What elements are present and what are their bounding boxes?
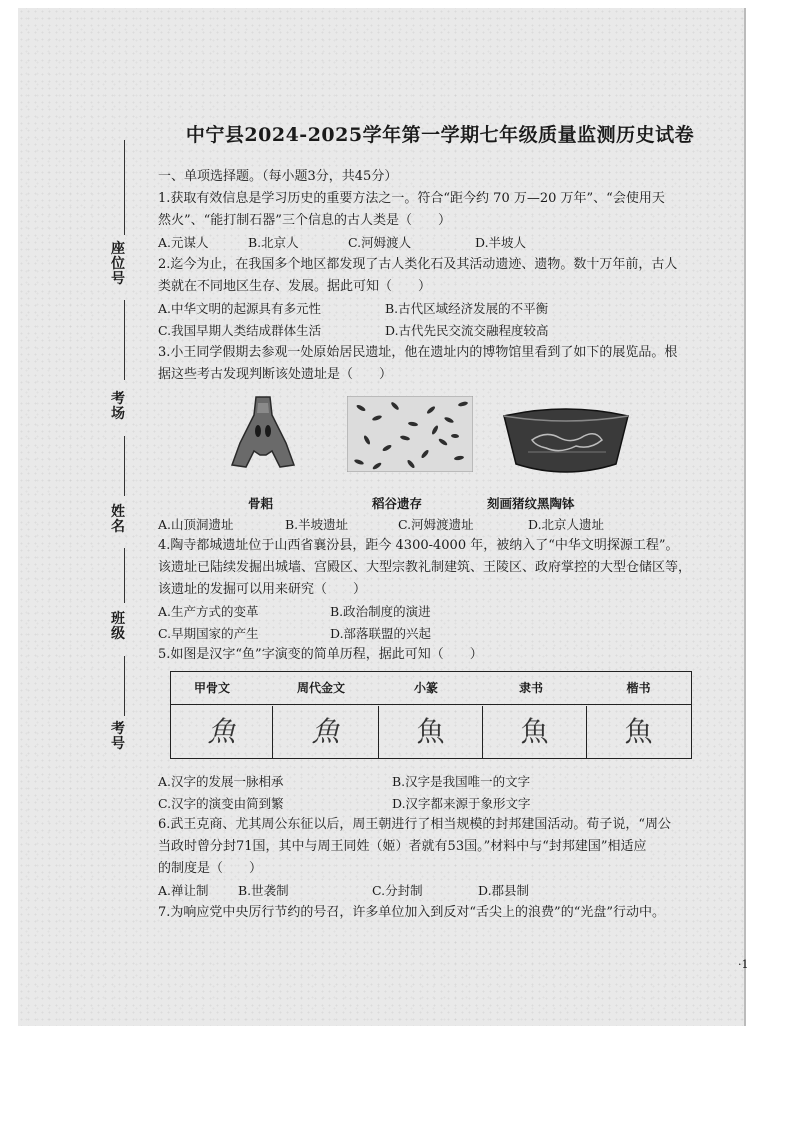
fish-glyph-clerical: 魚 (520, 715, 549, 748)
q4-option-a[interactable]: A.生产方式的变革 (158, 604, 259, 619)
binding-line (124, 140, 125, 235)
q5-option-c[interactable]: C.汉字的演变由简到繁 (158, 796, 284, 811)
rice-remains-image (347, 396, 473, 472)
q3-option-a[interactable]: A.山顶洞遗址 (158, 517, 234, 532)
q5-option-a[interactable]: A.汉字的发展一脉相承 (158, 774, 284, 789)
q1-option-d[interactable]: D.半坡人 (475, 235, 527, 250)
table-glyph-cell (379, 706, 483, 758)
q2-option-a[interactable]: A.中华文明的起源具有多元性 (158, 301, 322, 316)
section-heading: 一、单项选择题。（每小题3分，共45分） (158, 169, 398, 184)
fish-glyph-regular: 魚 (624, 715, 653, 748)
q6-line-1: 6.武王克商、尤其周公东征以后，周王朝进行了相当规模的封邦建国活动。荀子说，“周公 (158, 817, 672, 832)
q4-line-1: 4.陶寺都城遗址位于山西省襄汾县，距今 4300-4000 年，被纳入了“中华文明探源工程”。 (158, 538, 679, 553)
q4-line-3: 该遗址的发掘可以用来研究（ ） (158, 582, 367, 597)
black-pottery-bowl-image (498, 404, 634, 478)
q5-option-b[interactable]: B.汉字是我国唯一的文字 (392, 774, 531, 789)
binding-label-seat: 座位号 (111, 241, 125, 287)
table-glyph-cell (273, 706, 379, 758)
q3-option-d[interactable]: D.北京人遗址 (528, 517, 605, 532)
q4-option-c[interactable]: C.早期国家的产生 (158, 626, 259, 641)
table-header-clerical: 隶书 (518, 681, 543, 695)
q1-line-1: 1.获取有效信息是学习历史的重要方法之一。符合“距今约 70 万—20 万年”、“会使用天 (158, 191, 665, 206)
q2-option-c[interactable]: C.我国早期人类结成群体生活 (158, 323, 322, 338)
q1-option-a[interactable]: A.元谋人 (158, 235, 209, 250)
binding-line (124, 436, 125, 496)
table-glyph-cell (587, 706, 690, 758)
q2-line-2: 类就在不同地区生存、发展。据此可知（ ） (158, 279, 432, 294)
fish-glyph-bronze: 魚 (311, 715, 340, 748)
q2-line-1: 2.迄今为止，在我国多个地区都发现了古人类化石及其活动遗迹、遗物。数十万年前，古人 (158, 257, 678, 272)
q1-option-c[interactable]: C.河姆渡人 (348, 235, 412, 250)
q6-option-c[interactable]: C.分封制 (372, 883, 423, 898)
binding-line (124, 548, 125, 603)
q4-line-2: 该遗址已陆续发掘出城墙、宫殿区、大型宗教礼制建筑、王陵区、政府掌控的大型仓储区等， (158, 560, 692, 575)
table-header-bronze: 周代金文 (296, 681, 345, 695)
q4-option-d[interactable]: D.部落联盟的兴起 (330, 626, 432, 641)
binding-label-exam-number: 考号 (111, 721, 125, 752)
q7-line-1: 7.为响应党中央厉行节约的号召，许多单位加入到反对“舌尖上的浪费”的“光盘”行动中。 (158, 905, 665, 920)
artifact-caption-pottery: 刻画猪纹黑陶钵 (487, 496, 575, 511)
sheet-edge (744, 8, 746, 1026)
q6-option-b[interactable]: B.世袭制 (238, 883, 289, 898)
q4-option-b[interactable]: B.政治制度的演进 (330, 604, 431, 619)
table-glyph-cell (171, 706, 273, 758)
fish-glyph-small-seal: 魚 (416, 715, 445, 748)
binding-line (124, 656, 125, 716)
table-header-regular: 楷书 (626, 681, 651, 695)
page-number: ·1 (738, 958, 749, 971)
q5-option-d[interactable]: D.汉字都来源于象形文字 (392, 796, 531, 811)
binding-label-class: 班级 (111, 611, 125, 642)
q1-option-b[interactable]: B.北京人 (248, 235, 299, 250)
q3-line-2: 据这些考古发现判断该处遗址是（ ） (158, 367, 393, 382)
q1-line-2: 然火”、“能打制石器”三个信息的古人类是（ ） (158, 213, 451, 228)
table-header-small-seal: 小篆 (413, 681, 438, 695)
q5-line-1: 5.如图是汉字“鱼”字演变的简单历程，据此可知（ ） (158, 647, 483, 662)
binding-label-name: 姓名 (111, 504, 125, 535)
fish-glyph-oracle: 魚 (207, 715, 236, 748)
exam-title: 中宁县2024-2025学年第一学期七年级质量监测历史试卷 (185, 124, 695, 146)
q3-option-c[interactable]: C.河姆渡遗址 (398, 517, 474, 532)
artifact-caption-bone-spade: 骨耜 (248, 496, 274, 511)
bone-spade-image (228, 395, 298, 471)
q6-option-a[interactable]: A.禅让制 (158, 883, 209, 898)
q2-option-b[interactable]: B.古代区域经济发展的不平衡 (385, 301, 549, 316)
q6-line-3: 的制度是（ ） (158, 861, 263, 876)
q6-option-d[interactable]: D.郡县制 (478, 883, 530, 898)
table-header-row (171, 672, 691, 705)
q3-line-1: 3.小王同学假期去参观一处原始居民遗址，他在遗址内的博物馆里看到了如下的展览品。根 (158, 345, 678, 360)
binding-label-room: 考场 (111, 391, 125, 422)
artifact-caption-rice: 稻谷遗存 (372, 496, 423, 511)
table-glyph-cell (483, 706, 587, 758)
table-header-oracle: 甲骨文 (193, 681, 230, 695)
q2-option-d[interactable]: D.古代先民交流交融程度较高 (385, 323, 549, 338)
binding-line (124, 300, 125, 380)
fish-character-evolution-table (170, 671, 692, 759)
q6-line-2: 当政时曾分封71国，其中与周王同姓（姬）者就有53国。”材料中与“封邦建国”相适应 (158, 839, 647, 854)
q3-option-b[interactable]: B.半坡遗址 (285, 517, 349, 532)
